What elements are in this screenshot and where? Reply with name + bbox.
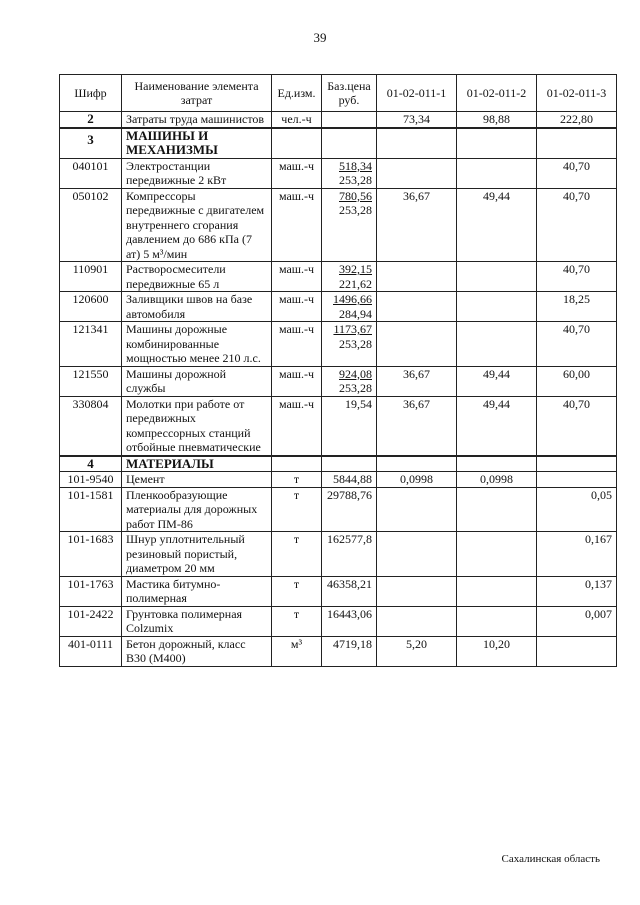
row-price-secondary: 253,28: [339, 173, 372, 187]
row-price: 1173,67: [333, 322, 372, 336]
row-c1: 36,67: [377, 366, 457, 396]
row-price-cell: [322, 292, 377, 322]
row-c2: [457, 576, 537, 606]
row-c1: 0,0998: [377, 472, 457, 488]
table-row: [60, 262, 617, 292]
row-name: Шнур уплотнительный резиновый пористый, диаметром 20 мм: [122, 532, 272, 577]
row-name: Пленкообразующие материалы для дорожных работ ПМ-86: [122, 487, 272, 532]
row-c3: 18,25: [537, 292, 617, 322]
row-unit: маш.-ч: [272, 188, 322, 262]
row-c2: 0,0998: [457, 472, 537, 488]
row-code: 101-1683: [60, 532, 122, 577]
row-code: 401-0111: [60, 636, 122, 666]
row-unit: маш.-ч: [272, 262, 322, 292]
row-c3: 0,137: [537, 576, 617, 606]
header-code: Шифр: [60, 75, 122, 112]
row-name: Машины дорожной службы: [122, 366, 272, 396]
row-price-secondary: 253,28: [339, 203, 372, 217]
row-c3: 40,70: [537, 262, 617, 292]
table-row: [60, 322, 617, 367]
row-c1: [377, 576, 457, 606]
row-price: 1496,66: [333, 292, 372, 306]
row-name: Заливщики швов на базе автомобиля: [122, 292, 272, 322]
row-c1: [377, 487, 457, 532]
row-unit: маш.-ч: [272, 158, 322, 188]
row-c2: [457, 532, 537, 577]
row-c2: 49,44: [457, 366, 537, 396]
resource-table: [59, 74, 617, 667]
section-header-materials: [60, 456, 617, 472]
row-c3: 0,007: [537, 606, 617, 636]
row-c2: 49,44: [457, 396, 537, 456]
section-header-machines: [60, 128, 617, 159]
header-name: Наименование элемента затрат: [122, 75, 272, 112]
table-row: [60, 606, 617, 636]
header-row: [60, 75, 617, 112]
row-unit: чел.-ч: [272, 112, 322, 128]
row-price: 16443,06: [322, 606, 377, 636]
row-c3: 0,05: [537, 487, 617, 532]
row-c3: 40,70: [537, 322, 617, 367]
row-price: 46358,21: [322, 576, 377, 606]
row-c2: [457, 322, 537, 367]
row-name: Машины дорожные комбинированные мощностью менее 210 л.с.: [122, 322, 272, 367]
row-c2: [457, 292, 537, 322]
row-price-secondary: 221,62: [339, 276, 372, 291]
row-price: 780,56: [339, 188, 372, 203]
row-code: 101-1581: [60, 487, 122, 532]
table-row: [60, 472, 617, 488]
row-price: 924,08: [339, 366, 372, 381]
row-code: 101-9540: [60, 472, 122, 488]
row-price: 162577,8: [322, 532, 377, 577]
row-c2: [457, 158, 537, 188]
row-c2: [457, 487, 537, 532]
row-c3: 0,167: [537, 532, 617, 577]
row-c3: 40,70: [537, 158, 617, 188]
row-c3: 60,00: [537, 366, 617, 396]
row-name: Мастика битумно-полимерная: [122, 576, 272, 606]
row-price-cell: [322, 188, 377, 262]
row-price: [322, 112, 377, 128]
row-code: 110901: [60, 262, 122, 292]
section-number: 4: [60, 456, 122, 472]
row-name: Растворосмесители передвижные 65 л: [122, 262, 272, 292]
row-c3: 40,70: [537, 396, 617, 456]
table-row: [60, 366, 617, 396]
row-c1: [377, 292, 457, 322]
row-code: 101-2422: [60, 606, 122, 636]
machines-section: [60, 128, 617, 456]
row-name: Молотки при работе от передвижных компрессорных станций отбойные пневматические: [122, 396, 272, 456]
row-code: 101-1763: [60, 576, 122, 606]
row-code: 120600: [60, 292, 122, 322]
row-unit: маш.-ч: [272, 292, 322, 322]
row-price-cell: [322, 366, 377, 396]
table-row: [60, 487, 617, 532]
row-code: 040101: [60, 158, 122, 188]
header-c3: 01-02-011-3: [537, 75, 617, 112]
row-unit: т: [272, 472, 322, 488]
row-c2: [457, 606, 537, 636]
table-row: [60, 292, 617, 322]
row-name: Компрессоры передвижные с двигателем внутреннего сгорания давлением до 686 кПа (7 ат) 5 м³/мин: [122, 188, 272, 262]
section-title: МАШИНЫ И МЕХАНИЗМЫ: [122, 128, 272, 159]
row-price-cell: [322, 262, 377, 292]
row-code: 2: [60, 112, 122, 128]
table-row: [60, 636, 617, 666]
row-price-cell: [322, 322, 377, 367]
row-c3: [537, 472, 617, 488]
row-c1: 73,34: [377, 112, 457, 128]
row-c1: [377, 532, 457, 577]
table-row: [60, 396, 617, 456]
section-number: 3: [60, 128, 122, 159]
row-unit: м³: [272, 636, 322, 666]
table-row: [60, 188, 617, 262]
row-c1: 5,20: [377, 636, 457, 666]
row-price: 29788,76: [322, 487, 377, 532]
row-c1: 36,67: [377, 188, 457, 262]
row-c3: [537, 636, 617, 666]
row-name: Электростанции передвижные 2 кВт: [122, 158, 272, 188]
row-unit: т: [272, 576, 322, 606]
row-price: 4719,18: [322, 636, 377, 666]
row-c2: 10,20: [457, 636, 537, 666]
header-price: Баз.цена руб.: [322, 75, 377, 112]
table-row: [60, 158, 617, 188]
row-price: 518,34: [339, 158, 372, 173]
row-c1: [377, 262, 457, 292]
row-price-cell: [322, 396, 377, 456]
row-price-cell: [322, 158, 377, 188]
row-code: 121550: [60, 366, 122, 396]
row-c1: 36,67: [377, 396, 457, 456]
row-c1: [377, 158, 457, 188]
row-name: Затраты труда машинистов: [122, 112, 272, 128]
table-row-labor: [60, 112, 617, 128]
row-price: 19,54: [345, 396, 372, 411]
row-code: 050102: [60, 188, 122, 262]
materials-section: [60, 456, 617, 667]
page-number: 39: [313, 30, 327, 45]
row-unit: т: [272, 487, 322, 532]
row-price: 392,15: [339, 262, 372, 276]
table-row: [60, 576, 617, 606]
row-price-secondary: 284,94: [339, 306, 372, 321]
row-c1: [377, 322, 457, 367]
row-c2: 49,44: [457, 188, 537, 262]
row-code: 121341: [60, 322, 122, 367]
row-c3: 40,70: [537, 188, 617, 262]
row-c3: 222,80: [537, 112, 617, 128]
row-c2: [457, 262, 537, 292]
table-row: [60, 532, 617, 577]
row-c1: [377, 606, 457, 636]
footer-region: Сахалинская область: [501, 853, 600, 865]
row-unit: т: [272, 532, 322, 577]
row-unit: маш.-ч: [272, 322, 322, 367]
row-name: Цемент: [122, 472, 272, 488]
header-unit: Ед.изм.: [272, 75, 322, 112]
row-unit: т: [272, 606, 322, 636]
row-price: 5844,88: [322, 472, 377, 488]
section-title: МАТЕРИАЛЫ: [122, 456, 272, 472]
row-c2: 98,88: [457, 112, 537, 128]
row-name: Бетон дорожный, класс В30 (М400): [122, 636, 272, 666]
header-c1: 01-02-011-1: [377, 75, 457, 112]
row-name: Грунтовка полимерная Colzumix: [122, 606, 272, 636]
row-price-secondary: 253,28: [339, 336, 372, 351]
row-code: 330804: [60, 396, 122, 456]
header-c2: 01-02-011-2: [457, 75, 537, 112]
row-price-secondary: 253,28: [339, 381, 372, 395]
row-unit: маш.-ч: [272, 396, 322, 456]
row-unit: маш.-ч: [272, 366, 322, 396]
